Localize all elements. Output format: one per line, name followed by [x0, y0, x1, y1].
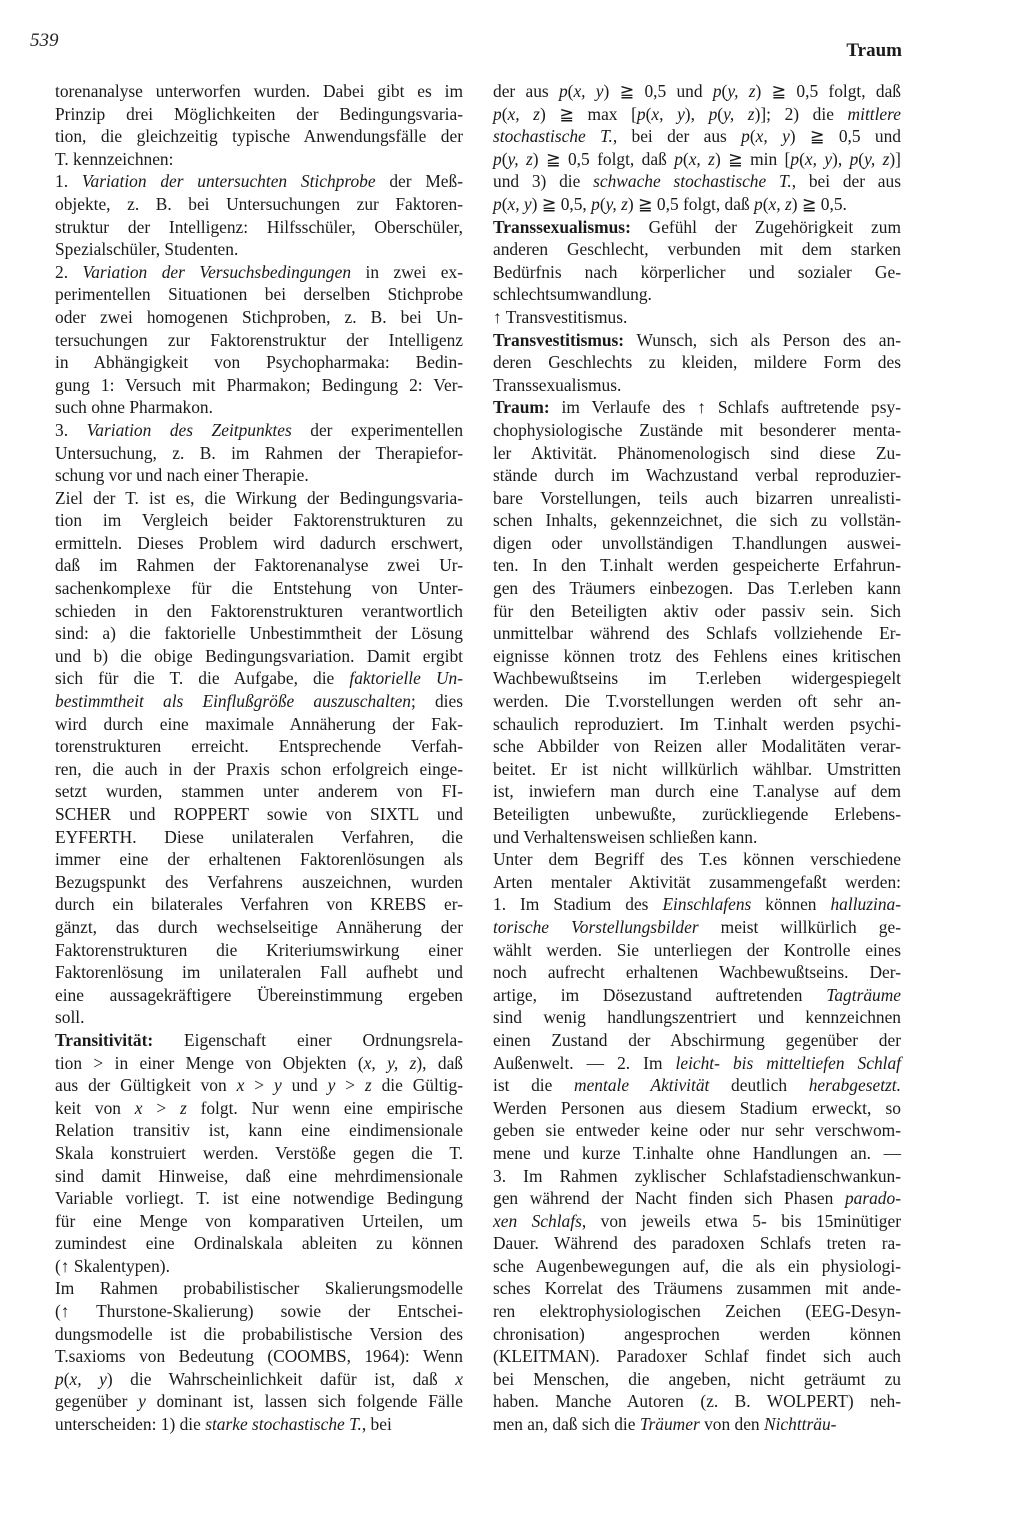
text-line: p(y, z) ≧ 0,5 folgt, daß p(x, z) ≧ min [p(x, y), p(y, z)] [493, 148, 901, 169]
text-line: artige, im Dösezustand auftretenden Tagträume [493, 984, 901, 1005]
text-line: Dauer. Während des paradoxen Schlafs treten ra- [493, 1233, 901, 1254]
paragraph [55, 1277, 463, 1435]
text-line: ler Aktivität. Phänomenologisch sind diese Zu- [493, 442, 901, 463]
text-line: sches Korrelat des Träumens zusammen mit ande- [493, 1278, 901, 1299]
text-line: schung vor und nach einer Therapie. [55, 465, 309, 486]
text-line: für eine Menge von komparativen Urteilen, um [55, 1210, 463, 1231]
text-line: struktur der Intelligenz: Hilfsschüler, Oberschüler, [55, 216, 463, 237]
text-line: wird durch eine maximale Annäherung der Fak- [55, 713, 463, 734]
text-line: (↑ Thurstone-Skalierung) sowie der Entschei- [55, 1301, 463, 1322]
text-line: torenanalyse unterworfen wurden. Dabei gibt es im [55, 81, 463, 101]
text-line: Faktorenlösung im unilateralen Fall aufhebt und [55, 962, 463, 983]
page-number: 539 [30, 30, 59, 51]
text-line: stochastische T., bei der aus p(x, y) ≧ 0,5 und [493, 126, 902, 147]
text-line: und Verhaltensweisen schließen kann. [493, 826, 758, 847]
text-line: gen während der Nacht finden sich Phasen parado- [493, 1188, 901, 1209]
text-line: ermitteln. Dieses Problem wird dadurch erschwert, [55, 532, 463, 553]
paragraph [55, 261, 463, 419]
text-line: p(x, y) die Wahrscheinlichkeit dafür ist, daß x [55, 1368, 463, 1389]
right-column [493, 80, 901, 1436]
text-line: men an, daß sich die Träumer von den Nichtträu- [493, 1414, 837, 1435]
paragraph [493, 329, 901, 397]
text-line: einen Zustand der Abschirmung gegenüber der [493, 1029, 901, 1050]
text-line: Außenwelt. — 2. Im leicht- bis mitteltiefen Schlaf [493, 1052, 902, 1073]
text-line: Wachbewußtseins im T.erleben widergespiegelt [493, 668, 901, 689]
text-line: sind damit Hinweise, daß eine mehrdimensionale [55, 1165, 463, 1186]
text-line: oder zwei homogenen Stichproben, z. B. bei Un- [55, 306, 463, 327]
text-line: werden. Die T.vorstellungen werden oft sehr an- [493, 691, 901, 712]
text-line: geben sie entweder keine oder nur sehr verschwom- [493, 1120, 901, 1141]
text-line: noch aufrecht erhaltenen Wachbewußtseins. Der- [493, 962, 901, 983]
text-line: objekte, z. B. bei Untersuchungen zur Faktoren- [55, 193, 463, 214]
text-line: durch ein bilaterales Verfahren von KREBS er- [55, 894, 463, 915]
text-line: soll. [55, 1007, 85, 1028]
left-column [55, 80, 463, 1436]
paragraph [55, 487, 463, 1029]
text-line: (↑ Skalentypen). [55, 1255, 170, 1276]
text-line: 3. Im Rahmen zyklischer Schlafstadienschwankun- [493, 1165, 901, 1186]
text-line: schaulich reproduziert. Im T.inhalt werden psychi- [493, 713, 901, 734]
text-line: Transsexualismus: Gefühl der Zugehörigkeit zum [493, 216, 901, 237]
text-line: wählt werden. Sie unterliegen der Kontrolle eines [493, 939, 901, 960]
text-line: stände durch im Wachzustand verbal reproduzier- [493, 465, 901, 486]
text-line: schieden in den Faktorenstrukturen verantwortlich [55, 600, 463, 621]
text-line: sind: a) die faktorielle Unbestimmtheit der Lösung [55, 623, 463, 644]
text-line: ten. In den T.inhalt werden gespeicherte Erfahrun- [493, 555, 901, 576]
text-line: aus der Gültigkeit von x > y und y > z die Gültig- [55, 1075, 463, 1096]
text-line: Relation transitiv ist, kann eine eindimensionale [55, 1120, 463, 1141]
text-line: gung 1: Versuch mit Pharmakon; Bedingung 2: Ver- [55, 374, 463, 395]
paragraph [493, 848, 901, 1435]
text-line: setzt wurden, stammen unter anderem von FI- [55, 781, 463, 802]
text-line: und b) die obige Bedingungsvariation. Damit ergibt [55, 645, 463, 666]
text-line: xen Schlafs, von jeweils etwa 5- bis 15minütiger [493, 1210, 901, 1231]
text-line: perimentellen Situationen bei derselben Stichprobe [55, 284, 463, 305]
text-line: Transitivität: Eigenschaft einer Ordnungsrela- [55, 1029, 463, 1050]
paragraph [493, 396, 901, 848]
text-line: T. kennzeichnen: [55, 148, 174, 169]
paragraph [55, 419, 463, 487]
text-line: Bezugspunkt des Verfahrens auszeichnen, wurden [55, 871, 463, 892]
text-line: gänzt, das durch wechselseitige Annäherung der [55, 916, 463, 937]
text-line: such ohne Pharmakon. [55, 397, 213, 418]
text-line: Ziel der T. ist es, die Wirkung der Bedingungsvaria- [55, 487, 463, 508]
text-line: tion, die gleichzeitig typische Anwendungsfälle der [55, 126, 463, 147]
text-line: ren, die auch in der Praxis schon erfolgreich einge- [55, 758, 463, 779]
text-line: p(x, y) ≧ 0,5, p(y, z) ≧ 0,5 folgt, daß p(x, z) ≧ 0,5. [493, 193, 847, 214]
text-line: ist, inwiefern man durch eine T.analyse auf dem [493, 781, 901, 802]
text-line: Arten mentaler Aktivität zusammengefaßt werden: [493, 871, 901, 892]
text-line: Variable vorliegt. T. ist eine notwendige Bedingung [55, 1188, 463, 1209]
text-line: Transsexualismus. [493, 374, 622, 395]
text-line: sche Augenbewegungen auf, die als ein physiologi- [493, 1255, 901, 1276]
text-line: EYFERTH. Diese unilateralen Verfahren, die [55, 826, 463, 847]
text-line: Im Rahmen probabilistischer Skalierungsmodelle [55, 1278, 463, 1299]
text-line: ist die mentale Aktivität deutlich herabgesetzt. [493, 1075, 901, 1096]
text-line: Transvestitismus: Wunsch, sich als Person des an- [493, 329, 901, 350]
paragraph [55, 170, 463, 260]
text-line: tersuchungen zur Faktorenstruktur der Intelligenz [55, 329, 463, 350]
text-line: sche Abbilder von Reizen aller Modalitäten verar- [493, 736, 901, 757]
text-line: haben. Manche Autoren (z. B. WOLPERT) neh- [493, 1391, 901, 1412]
text-line: unterscheiden: 1) die starke stochastische T., bei [55, 1414, 392, 1435]
text-line: immer eine der erhaltenen Faktorenlösungen als [55, 849, 463, 870]
text-line: torische Vorstellungsbilder meist willkürlich ge- [493, 916, 901, 937]
text-line: Beteiligten unbewußte, zurückliegende Erlebens- [493, 804, 901, 824]
text-line: bestimmtheit als Einflußgröße auszuschalten; dies [55, 691, 464, 712]
text-line: Spezialschüler, Studenten. [55, 239, 239, 260]
text-line: torenstrukturen erreicht. Entsprechende Verfah- [55, 736, 463, 757]
text-line: in Abhängigkeit von Psychopharmaka: Bedin- [55, 352, 463, 373]
text-line: daß im Rahmen der Faktorenanalyse zwei Ur- [55, 555, 463, 576]
text-line: der aus p(x, y) ≧ 0,5 und p(y, z) ≧ 0,5 folgt, daß [493, 81, 901, 101]
text-line: gegenüber y dominant ist, lassen sich folgende Fälle [55, 1391, 463, 1412]
paragraph [493, 216, 901, 306]
text-line: ↑ Transvestitismus. [493, 306, 628, 327]
text-line: T.saxioms von Bedeutung (COOMBS, 1964): Wenn [55, 1346, 463, 1367]
text-line: bei Menschen, die angeben, nicht geträumt zu [493, 1368, 901, 1389]
text-line: eine aussagekräftigere Übereinstimmung ergeben [55, 984, 463, 1005]
text-line: tion > in einer Menge von Objekten (x, y, z), daß [55, 1052, 463, 1073]
text-line: Prinzip drei Möglichkeiten der Bedingungsvaria- [55, 103, 463, 124]
text-line: sich für die T. die Aufgabe, die faktorielle Un- [55, 668, 463, 689]
running-head: Traum [846, 40, 902, 61]
text-line: eignisse können trotz des Fehlens eines kritischen [493, 645, 901, 666]
paragraph [493, 306, 901, 329]
text-line: gen des Träumers einbezogen. Das T.erleben kann [493, 578, 901, 599]
text-line: ren elektrophysiologischen Zeichen (EEG-Desyn- [493, 1301, 901, 1322]
text-line: chronisation) angesprochen werden können [493, 1323, 901, 1344]
text-line: schen Inhalts, gekennzeichnet, die sich zu vollstän- [493, 510, 901, 531]
text-line: Traum: im Verlaufe des ↑ Schlafs auftretende psy- [493, 397, 901, 418]
text-line: anderen Geschlecht, verbunden mit dem starken [493, 239, 901, 260]
text-line: chophysiologische Zustände mit besonderer menta- [493, 419, 901, 440]
text-line: Skala konstruiert werden. Verstöße gegen die T. [55, 1142, 463, 1163]
text-line: Werden Personen aus diesem Stadium erweckt, so [493, 1097, 901, 1118]
text-line: für den Beteiligten aktiv oder passiv sein. Sich [493, 600, 901, 621]
text-line: schlechtsumwandlung. [493, 284, 652, 305]
text-line: sachenkomplexe für die Entstehung von Unter- [55, 578, 463, 599]
text-line: Unter dem Begriff des T.es können verschiedene [493, 849, 901, 870]
text-line: (KLEITMAN). Paradoxer Schlaf findet sich auch [493, 1346, 901, 1367]
text-line: p(x, z) ≧ max [p(x, y), p(y, z)]; 2) die mittlere [493, 103, 901, 124]
text-line: unmittelbar während des Schlafs vollziehende Er- [493, 623, 901, 644]
text-line: und 3) die schwache stochastische T., bei der aus [493, 171, 901, 192]
text-line: Faktorenstrukturen die Kriteriumswirkung einer [55, 939, 463, 960]
text-line: deren Geschlechts zu kleiden, mildere Form des [493, 352, 901, 373]
text-line: 2. Variation der Versuchsbedingungen in zwei ex- [55, 261, 463, 282]
text-line: dungsmodelle ist die probabilistische Version des [55, 1323, 463, 1344]
text-line: sind wenig handlungszentriert und kennzeichnen [493, 1007, 901, 1028]
paragraph [55, 1029, 463, 1278]
paragraph [55, 80, 463, 170]
text-line: beitet. Er ist nicht willkürlich wählbar. Umstritten [493, 758, 901, 779]
text-line: keit von x > z folgt. Nur wenn eine empirische [55, 1097, 463, 1118]
text-line: mene und kurze T.inhalte ohne Handlungen an. — [493, 1142, 901, 1163]
text-line: Bedürfnis nach körperlicher und sozialer Ge- [493, 261, 901, 282]
text-line: tion im Vergleich beider Faktorenstrukturen zu [55, 510, 463, 531]
text-line: bare Vorstellungen, teils auch bizarren unrealisti- [493, 487, 901, 508]
text-line: zumindest eine Ordinalskala ableiten zu können [55, 1233, 463, 1254]
text-line: 1. Im Stadium des Einschlafens können halluzina- [493, 894, 901, 915]
text-line: 1. Variation der untersuchten Stichprobe der Meß- [55, 171, 463, 192]
text-line: SCHER und ROPPERT sowie von SIXTL und [55, 804, 463, 824]
text-line: digen oder unvollständigen T.handlungen auswei- [493, 532, 901, 553]
text-line: 3. Variation des Zeitpunktes der experimentellen [55, 419, 464, 440]
paragraph [493, 80, 901, 216]
text-line: Untersuchung, z. B. im Rahmen der Therapiefor- [55, 442, 463, 463]
